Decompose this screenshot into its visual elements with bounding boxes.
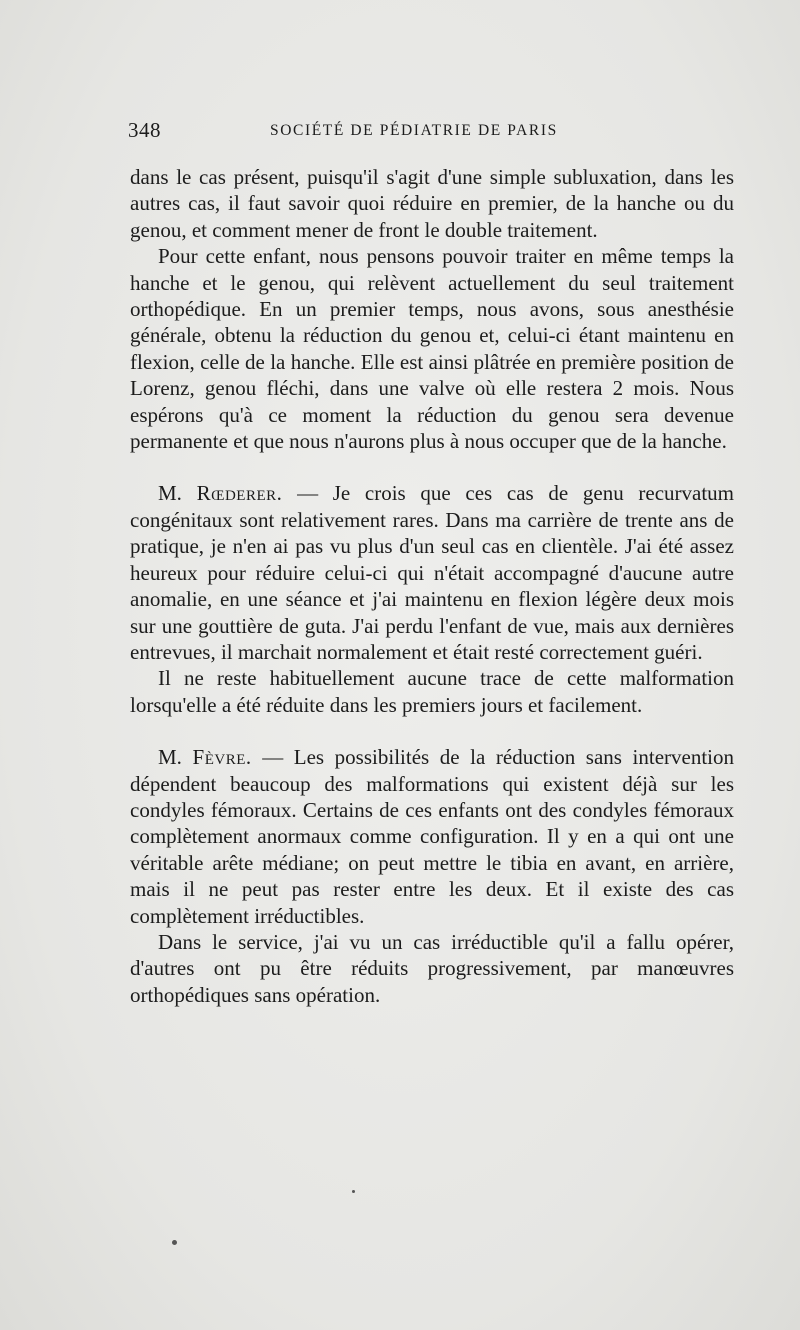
print-speck xyxy=(352,1190,355,1193)
speaker-text: — Les possibilités de la réduction sans intervention dépendent beaucoup des malformations qui existent déjà sur les condyles fémoraux. Certains de ces enfants ont des condyles fémoraux complètement anormaux comme configuration. Il y en a qui ont une véritable arête médiane; on peut mettre le tibia en avant, en arrière, mais il ne peut pas rester entre les deux. Et il existe des cas complètement irréductibles. xyxy=(130,745,735,928)
paragraph-treatment: Pour cette enfant, nous pensons pouvoir traiter en même temps la hanche et le genou, qui relèvent actuellement du seul traitement orthopédique. En un premier temps, nous avons, sous anesthésie générale, obtenu la réduction du genou et, celui-ci étant maintenu en flexion, celle de la hanche. Elle est ainsi plâtrée en première position de Lorenz, genou fléchi, dans une valve où elle restera 2 mois. Nous espérons qu'à ce moment la réduction du genou sera devenue permanente et que nous n'aurons plus à nous occuper que de la hanche. xyxy=(130,244,734,454)
paragraph-fevre xyxy=(130,744,734,929)
body-text xyxy=(130,164,734,1008)
speaker-title: M. xyxy=(158,745,182,770)
speaker-name: Fèvre. xyxy=(192,745,252,770)
running-title: SOCIÉTÉ DE PÉDIATRIE DE PARIS xyxy=(270,122,558,139)
print-speck xyxy=(172,1240,177,1245)
speaker-name: Rœderer. xyxy=(196,481,283,506)
page-header xyxy=(128,118,728,148)
paragraph-roederer xyxy=(130,480,734,665)
paragraph-malformation: Il ne reste habituellement aucune trace de cette malformation lorsqu'elle a été réduite dans les premiers jours et facilement. xyxy=(130,666,734,717)
paragraph-service: Dans le service, j'ai vu un cas irréductible qu'il a fallu opérer, d'autres ont pu être réduits progressivement, par manœuvres orthopédiques sans opération. xyxy=(130,929,734,1007)
paragraph-continuation: dans le cas présent, puisqu'il s'agit d'une simple subluxation, dans les autres cas, il faut savoir quoi réduire en premier, de la hanche ou du genou, et comment mener de front le double traitement. xyxy=(130,165,734,242)
speaker-text: — Je crois que ces cas de genu recurvatum congénitaux sont relativement rares. Dans ma carrière de trente ans de pratique, je n'en ai pas vu plus d'un seul cas en clientèle. J'ai été assez heureux pour réduire celui-ci qui n'était accompagné d'aucune autre anomalie, en une séance et j'ai maintenu en flexion légère deux mois sur une gouttière de guta. J'ai perdu l'enfant de vue, mais aux dernières entrevues, il marchait normalement et était resté correctement guéri. xyxy=(130,481,735,664)
speaker-title: M. xyxy=(158,481,182,506)
page-number: 348 xyxy=(128,118,161,142)
